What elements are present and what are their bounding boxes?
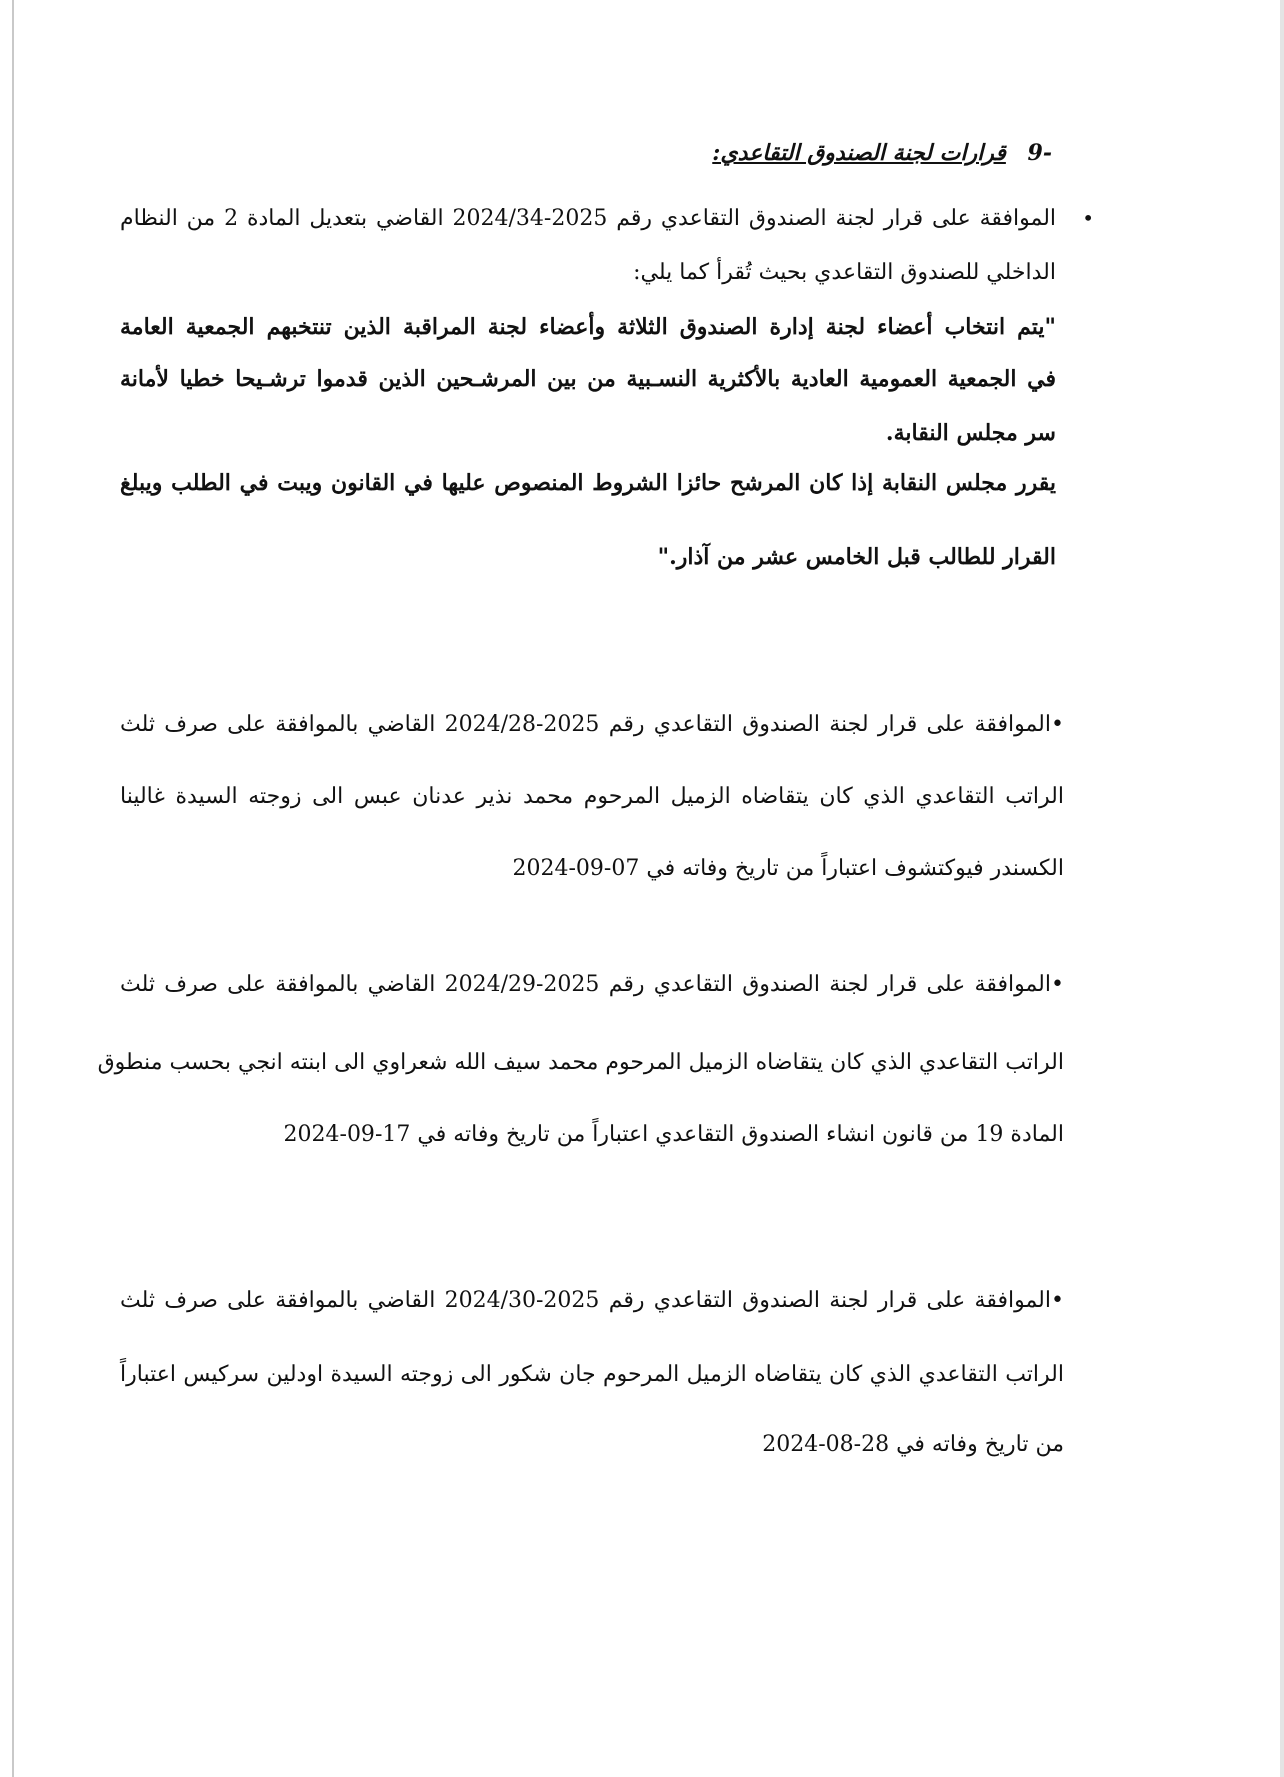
section-title: قرارات لجنة الصندوق التقاعدي: <box>712 140 1006 166</box>
bullet-1: • <box>1082 206 1094 230</box>
item4-line-1 <box>120 1288 1064 1313</box>
item3-line-2: الراتب التقاعدي الذي كان يتقاضاه الزميل المرحوم محمد سيف الله شعراوي الى ابنته انجي بحسب منطوق <box>97 1050 1064 1075</box>
section-number: -9 <box>1027 140 1052 166</box>
item2-line-3: الكسندر فيوكتشوف اعتباراً من تاريخ وفاته في 07-09-2024 <box>512 856 1064 881</box>
item2-line-1 <box>120 712 1064 737</box>
item1-quote-line-5: القرار للطالب قبل الخامس عشر من آذار." <box>657 544 1056 570</box>
item2-line-1-text: الموافقة على قرار لجنة الصندوق التقاعدي رقم 2025-2024/28 القاضي بالموافقة على صرف ثلث <box>120 712 1051 737</box>
page-left-edge <box>12 0 14 1777</box>
bullet-4: • <box>1051 1288 1064 1313</box>
bullet-3: • <box>1051 972 1064 997</box>
bullet-2: • <box>1051 712 1064 737</box>
item1-quote-line-1: "يتم انتخاب أعضاء لجنة إدارة الصندوق الثلاثة وأعضاء لجنة المراقبة الذين تنتخبهم الجمعية العامة <box>120 314 1056 340</box>
item3-line-1-text: الموافقة على قرار لجنة الصندوق التقاعدي رقم 2025-2024/29 القاضي بالموافقة على صرف ثلث <box>120 972 1051 997</box>
item3-line-1 <box>120 972 1064 997</box>
item1-line-2: الداخلي للصندوق التقاعدي بحيث تُقرأ كما يلي: <box>633 260 1056 285</box>
item4-line-3: من تاريخ وفاته في 28-08-2024 <box>762 1432 1064 1457</box>
page-right-edge <box>1280 0 1284 1777</box>
item1-line-1: الموافقة على قرار لجنة الصندوق التقاعدي رقم 2025-2024/34 القاضي بتعديل المادة 2 من النظام <box>120 206 1057 231</box>
item1-quote-line-2: في الجمعية العمومية العادية بالأكثرية النسـبية من بين المرشـحين الذين قدموا ترشـيحا خطيا لأمانة <box>120 366 1056 392</box>
item1-quote-line-3: سر مجلس النقابة. <box>885 420 1056 446</box>
item4-line-2: الراتب التقاعدي الذي كان يتقاضاه الزميل المرحوم جان شكور الى زوجته السيدة اودلين سركيس اعتباراً <box>120 1362 1064 1387</box>
section-heading <box>712 140 1052 166</box>
item2-line-2: الراتب التقاعدي الذي كان يتقاضاه الزميل المرحوم محمد نذير عدنان عبس الى زوجته السيدة غالينا <box>120 784 1064 809</box>
item3-line-3: المادة 19 من قانون انشاء الصندوق التقاعدي اعتباراً من تاريخ وفاته في 17-09-2024 <box>283 1122 1064 1147</box>
document-page <box>97 0 1094 1777</box>
item1-quote-line-4: يقرر مجلس النقابة إذا كان المرشح حائزا الشروط المنصوص عليها في القانون ويبت في الطلب ويبلغ <box>120 470 1056 496</box>
item4-line-1-text: الموافقة على قرار لجنة الصندوق التقاعدي رقم 2025-2024/30 القاضي بالموافقة على صرف ثلث <box>120 1288 1051 1313</box>
